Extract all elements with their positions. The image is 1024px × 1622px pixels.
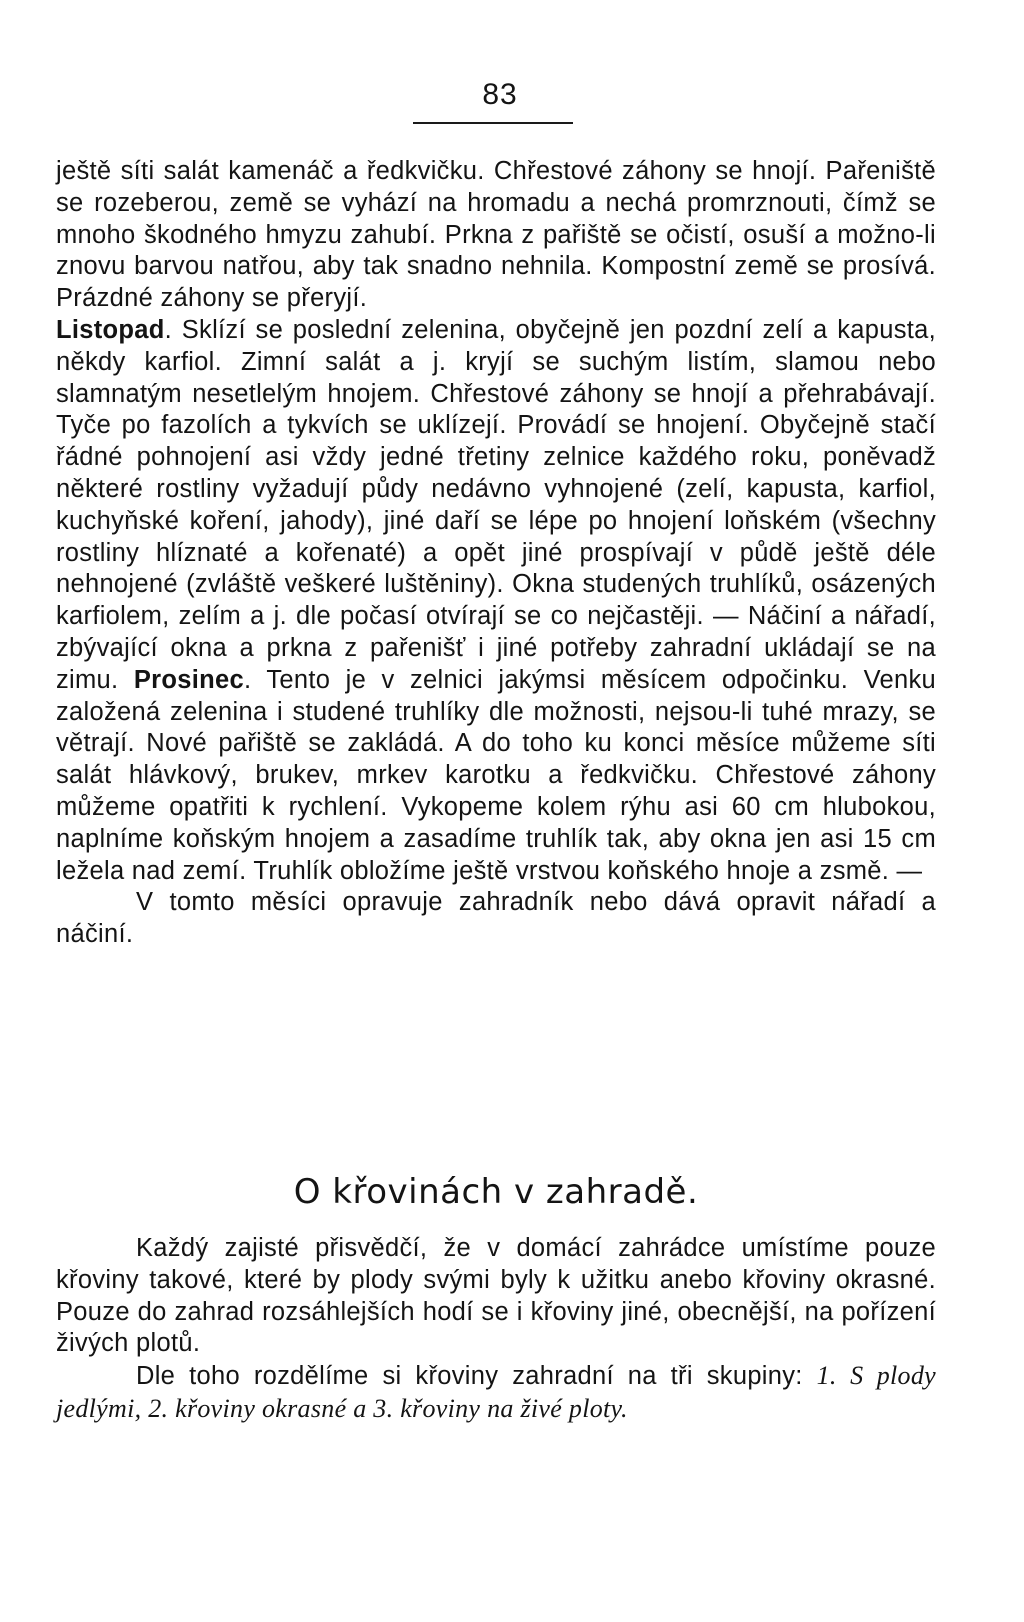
section-heading: O křovinách v zahradě. <box>293 1172 699 1212</box>
groups-enumeration: 1. S plody jedlými, 2. křoviny okrasné a 3. křoviny na živé ploty. <box>56 1361 936 1423</box>
month-label-december: Prosinec <box>133 665 244 694</box>
monthly-tasks-text <box>56 156 936 951</box>
november-text: . Sklízí se poslední zelenina, obyčejně jen pozdní zelí a kapusta, někdy karfiol. Zimní salát a j. kryjí se suchým listím, slamou nebo slamnatým nesetlelým hnojem. Chřestové záhony se hnojí a přehrabávají. Tyče po fazolích a tykvích se uklízejí. Provádí se hnojení. Obyčejně stačí řádné pohnojení asi vždy jedné třetiny zelnice každého roku, poněvadž některé rostliny vyžadují půdy nedávno vyhnojené (zelí, kapusta, karfiol, kuchyňské koření, jahody), jiné daří se lépe po hnojení loňském (všechny rostliny hlíznaté a kořenaté) a opět jiné prospívají v půdě ještě déle nehnojené (zvláště veškeré luštěniny). Okna studených truhlíků, osázených karfiolem, zelím a j. dle počasí otvírají se co nejčastěji. — Náčiní a nářadí, zbývající okna a prkna z pařenišť i jiné potřeby zahradní ukládají se na zimu. <box>56 315 936 694</box>
paragraph-intro: ještě síti salát kamenáč a ředkvičku. Chřestové záhony se hnojí. Pařeniště se rozeberou, země se vyhází na hromadu a nechá promrznouti, čímž se mnoho škodného hmyzu zahubí. Prkna z pařiště se očistí, osuší a možno-li znovu barvou natřou, aby tak snadno nehnila. Kompostní země se prosívá. Prázdné záhony se přeryjí. <box>56 157 936 313</box>
month-label-november: Listopad <box>56 315 165 344</box>
shrubs-text <box>56 1233 936 1426</box>
groups-lead: Dle toho rozdělíme si křoviny zahradní na tři skupiny: <box>136 1362 817 1391</box>
header-rule <box>413 122 573 124</box>
page-number: 83 <box>482 78 518 111</box>
paragraph-tools: V tomto měsíci opravuje zahradník nebo dává opravit nářadí a náčiní. <box>56 888 936 949</box>
paragraph-shrubs-intro: Každý zajisté přisvědčí, že v domácí zahrádce umístíme pouze křoviny takové, které by plody svými byly k užitku anebo křoviny okrasné. Pouze do zahrad rozsáhlejších hodí se i křoviny jiné, obecnější, na pořízení živých plotů. <box>56 1234 936 1358</box>
paragraph-november <box>56 315 936 887</box>
december-text: . Tento je v zelnici jakýmsi měsícem odpočinku. Venku založená zelenina i studené truhlíky dle možnosti, nejsou-li tuhé mrazy, se větrají. Nové pařiště se zakládá. A do toho ku konci měsíce můžeme síti salát hlávkový, brukev, mrkev karotku a ředkvičku. Chřestové záhony můžeme opatřiti k rychlení. Vykopeme kolem rýhu asi 60 cm hlubokou, naplníme koňským hnojem a zasadíme truhlík tak, aby okna jen asi 15 cm ležela nad zemí. Truhlík obložíme ještě vrstvou koňského hnoje a zsmě. — <box>56 665 936 885</box>
paragraph-shrub-groups <box>56 1360 936 1426</box>
